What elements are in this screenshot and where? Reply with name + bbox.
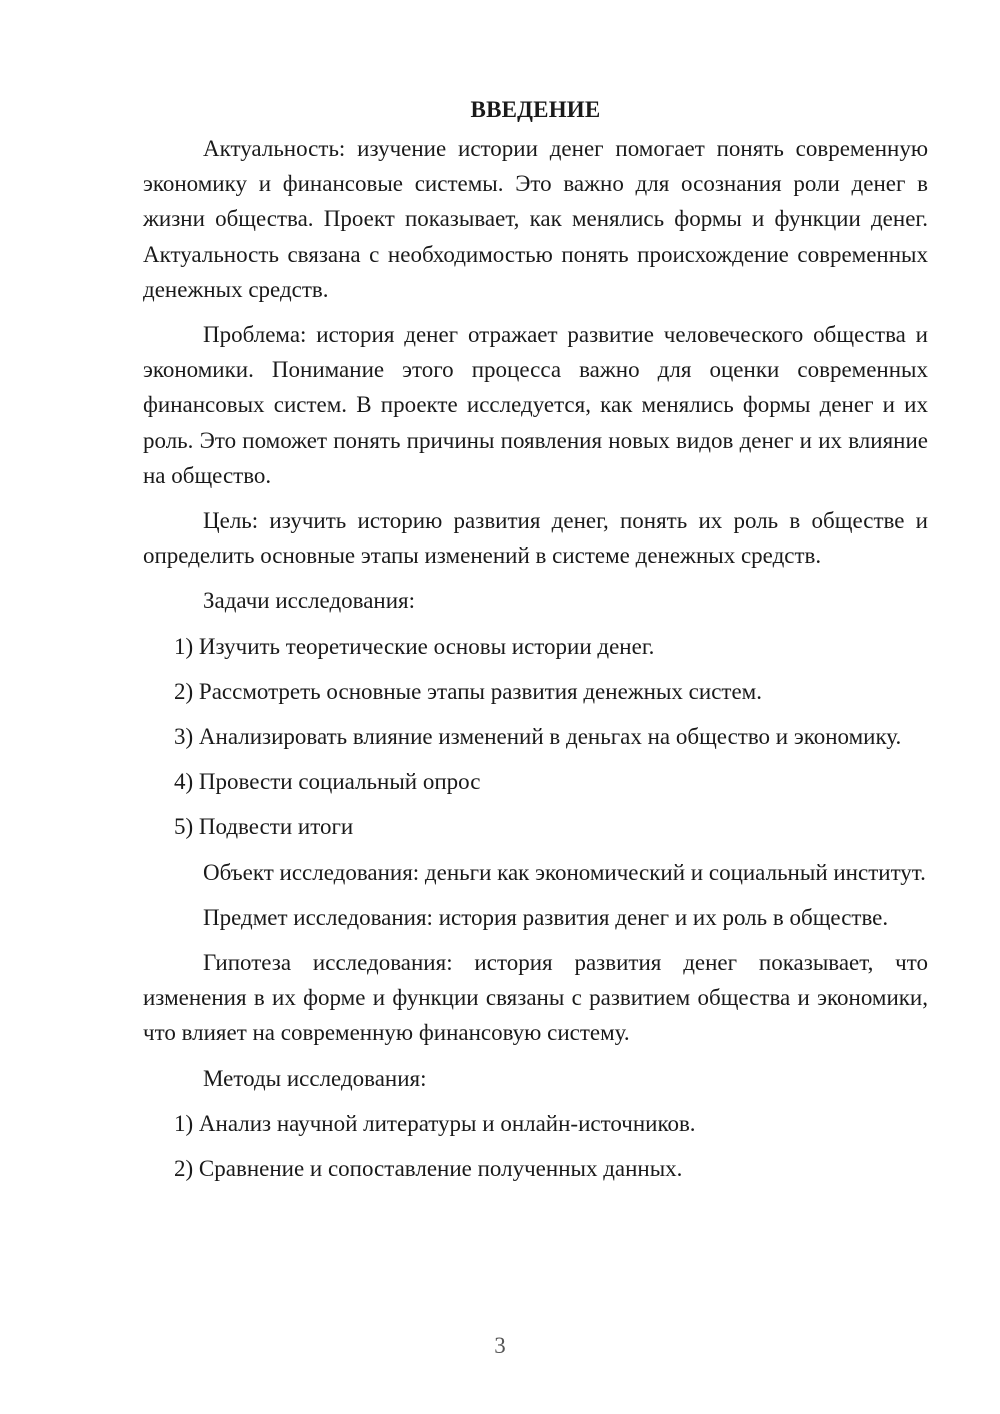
method-item-2: 2) Сравнение и сопоставление полученных данных. <box>174 1156 683 1182</box>
paragraph-problem: Проблема: история денег отражает развитие человеческого общества и экономики. Понимание этого процесса важно для оценки современных финансовых систем. В проекте исследуется, как менялись формы денег и их роль. Это поможет понять причины появления новых видов денег и их влияние на общество. <box>143 322 928 488</box>
page-title: ВВЕДЕНИЕ <box>470 97 601 122</box>
paragraph-subject: Предмет исследования: история развития денег и их роль в обществе. <box>203 904 889 930</box>
method-item-1: 1) Анализ научной литературы и онлайн-источников. <box>174 1110 696 1136</box>
task-item-5: 5) Подвести итоги <box>174 814 354 840</box>
page-number: 3 <box>494 1333 506 1358</box>
paragraph-object: Объект исследования: деньги как экономический и социальный институт. <box>203 859 926 885</box>
task-item-4: 4) Провести социальный опрос <box>174 769 481 795</box>
task-item-1: 1) Изучить теоретические основы истории денег. <box>174 633 655 659</box>
paragraph-goal: Цель: изучить историю развития денег, понять их роль в обществе и определить основные этапы изменений в системе денежных средств. <box>143 508 928 569</box>
task-item-3: 3) Анализировать влияние изменений в деньгах на общество и экономику. <box>174 724 902 750</box>
paragraph-hypothesis: Гипотеза исследования: история развития денег показывает, что изменения в их форме и функции связаны с развитием общества и экономики, что влияет на современную финансовую систему. <box>143 950 928 1046</box>
task-item-2: 2) Рассмотреть основные этапы развития денежных систем. <box>174 678 762 704</box>
paragraph-relevance: Актуальность: изучение истории денег помогает понять современную экономику и финансовые системы. Это важно для осознания роли денег в жизни общества. Проект показывает, как менялись формы и функции денег. Актуальность связана с необходимостью понять происхождение современных денежных средств. <box>143 136 928 302</box>
document-page <box>143 92 928 1196</box>
methods-heading: Методы исследования: <box>203 1065 427 1091</box>
tasks-heading: Задачи исследования: <box>203 588 416 614</box>
